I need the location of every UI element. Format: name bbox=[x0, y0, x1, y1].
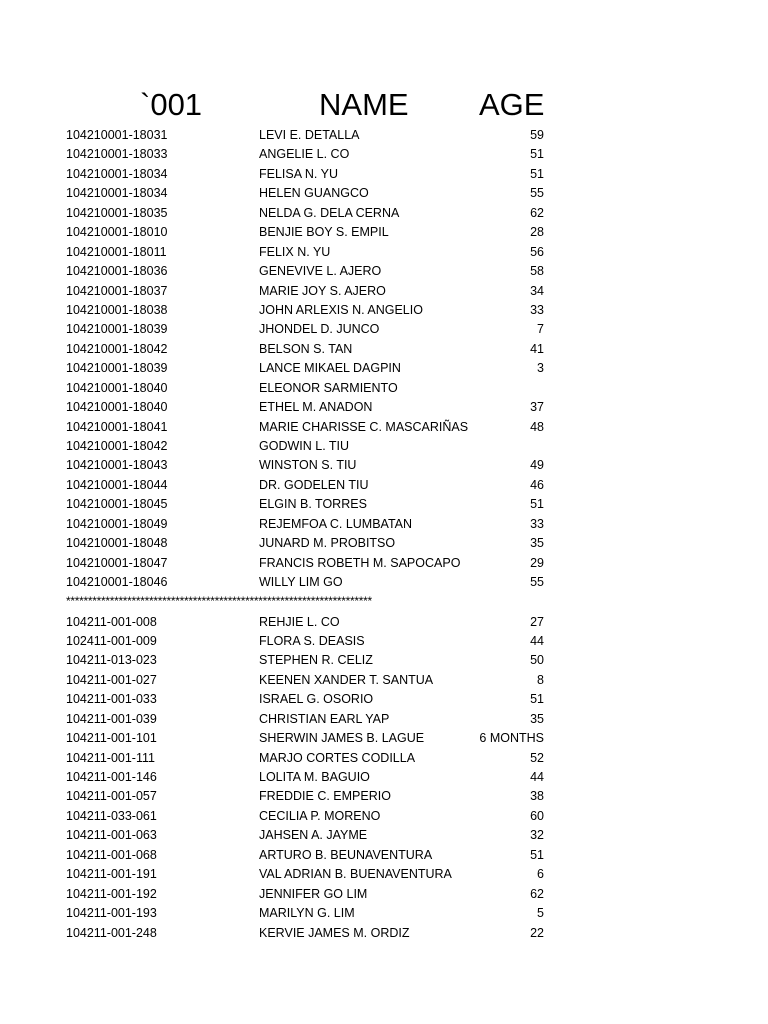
record-id: 104211-033-061 bbox=[66, 808, 157, 823]
record-name: JHONDEL D. JUNCO bbox=[259, 322, 380, 337]
record-id: 104210001-18010 bbox=[66, 225, 168, 240]
record-age: 51 bbox=[530, 497, 544, 512]
header-name: NAME bbox=[319, 87, 409, 122]
record-row bbox=[0, 165, 768, 184]
record-name: ELEONOR SARMIENTO bbox=[259, 380, 398, 395]
record-row bbox=[0, 126, 768, 145]
record-name: DR. GODELEN TIU bbox=[259, 477, 369, 492]
record-age: 62 bbox=[530, 205, 544, 220]
record-row bbox=[0, 495, 768, 514]
record-row bbox=[0, 749, 768, 768]
record-age: 44 bbox=[530, 770, 544, 784]
record-id: 104211-001-033 bbox=[66, 692, 157, 707]
record-row bbox=[0, 476, 768, 495]
record-row bbox=[0, 826, 768, 845]
record-id: 104210001-18042 bbox=[66, 341, 168, 356]
record-name: HELEN GUANGCO bbox=[259, 186, 369, 201]
records-list bbox=[0, 126, 768, 943]
record-id: 104211-001-027 bbox=[66, 672, 157, 687]
record-name: FLORA S. DEASIS bbox=[259, 633, 365, 648]
record-name: REHJIE L. CO bbox=[259, 614, 340, 629]
record-age: 52 bbox=[530, 750, 544, 765]
record-id: 104210001-18043 bbox=[66, 458, 168, 473]
record-age: 55 bbox=[530, 575, 544, 590]
record-name: VAL ADRIAN B. BUENAVENTURA bbox=[259, 867, 452, 882]
record-name: JAHSEN A. JAYME bbox=[259, 828, 368, 843]
record-row bbox=[0, 651, 768, 670]
record-row bbox=[0, 904, 768, 923]
record-row bbox=[0, 710, 768, 729]
record-age: 34 bbox=[530, 283, 544, 298]
record-row bbox=[0, 573, 768, 592]
record-age: 6 bbox=[537, 867, 544, 882]
record-name: WINSTON S. TIU bbox=[259, 458, 357, 473]
record-id: 104211-013-023 bbox=[66, 653, 157, 668]
record-id: 104210001-18034 bbox=[66, 186, 168, 201]
separator-stars: ********************************************************************** bbox=[66, 593, 372, 608]
record-id: 104210001-18049 bbox=[66, 516, 168, 531]
record-age: 49 bbox=[530, 458, 544, 473]
record-age: 58 bbox=[530, 264, 544, 279]
record-name: LEVI E. DETALLA bbox=[259, 128, 360, 142]
record-row bbox=[0, 301, 768, 320]
record-row bbox=[0, 515, 768, 534]
record-row bbox=[0, 418, 768, 437]
record-row bbox=[0, 456, 768, 475]
record-id: 104210001-18045 bbox=[66, 497, 168, 512]
record-row bbox=[0, 145, 768, 164]
record-row bbox=[0, 807, 768, 826]
record-age: 56 bbox=[530, 244, 544, 259]
record-id: 104210001-18033 bbox=[66, 147, 168, 162]
record-id: 104211-001-063 bbox=[66, 828, 157, 843]
record-row bbox=[0, 262, 768, 281]
record-name: ARTURO B. BEUNAVENTURA bbox=[259, 847, 433, 862]
record-name: CHRISTIAN EARL YAP bbox=[259, 711, 390, 726]
record-age: 48 bbox=[530, 419, 544, 434]
record-name: JUNARD M. PROBITSO bbox=[259, 536, 396, 551]
record-age: 38 bbox=[530, 789, 544, 804]
record-age: 44 bbox=[530, 633, 544, 648]
record-row bbox=[0, 320, 768, 339]
record-name: LANCE MIKAEL DAGPIN bbox=[259, 361, 401, 376]
record-row bbox=[0, 613, 768, 632]
record-name: GODWIN L. TIU bbox=[259, 439, 350, 453]
record-age: 55 bbox=[530, 186, 544, 201]
record-name: GENEVIVE L. AJERO bbox=[259, 264, 382, 279]
record-row bbox=[0, 787, 768, 806]
record-id: 104211-001-146 bbox=[66, 770, 157, 784]
record-name: FELIX N. YU bbox=[259, 244, 331, 259]
record-id: 104211-001-191 bbox=[66, 867, 157, 882]
record-id: 104210001-18035 bbox=[66, 205, 168, 220]
record-id: 102411-001-009 bbox=[66, 633, 157, 648]
record-age: 33 bbox=[530, 516, 544, 531]
record-name: ELGIN B. TORRES bbox=[259, 497, 367, 512]
record-row bbox=[0, 398, 768, 417]
record-age: 28 bbox=[530, 225, 544, 240]
record-name: JENNIFER GO LIM bbox=[259, 886, 368, 901]
record-id: 104210001-18040 bbox=[66, 380, 168, 395]
record-row bbox=[0, 690, 768, 709]
record-name: MARILYN G. LIM bbox=[259, 906, 355, 921]
record-name: KEENEN XANDER T. SANTUA bbox=[259, 672, 434, 687]
record-row bbox=[0, 865, 768, 884]
record-age: 51 bbox=[530, 692, 544, 707]
record-age: 62 bbox=[530, 886, 544, 901]
record-name: BELSON S. TAN bbox=[259, 341, 353, 356]
record-id: 104210001-18037 bbox=[66, 283, 168, 298]
record-id: 104210001-18036 bbox=[66, 264, 168, 279]
record-age: 41 bbox=[530, 341, 544, 356]
record-name: MARJO CORTES CODILLA bbox=[259, 750, 416, 765]
record-id: 104211-001-192 bbox=[66, 886, 157, 901]
record-id: 104211-001-039 bbox=[66, 711, 157, 726]
record-age: 7 bbox=[537, 322, 544, 337]
record-id: 104210001-18044 bbox=[66, 477, 168, 492]
record-row bbox=[0, 437, 768, 456]
record-id: 104210001-18039 bbox=[66, 361, 168, 376]
record-id: 104211-001-193 bbox=[66, 906, 157, 921]
record-name: LOLITA M. BAGUIO bbox=[259, 770, 370, 784]
record-age: 51 bbox=[530, 147, 544, 162]
record-name: STEPHEN R. CELIZ bbox=[259, 653, 373, 668]
record-age: 51 bbox=[530, 166, 544, 181]
record-age: 22 bbox=[530, 925, 544, 940]
record-age: 51 bbox=[530, 847, 544, 862]
record-row bbox=[0, 282, 768, 301]
record-id: 104210001-18046 bbox=[66, 575, 168, 590]
record-id: 104210001-18040 bbox=[66, 400, 168, 415]
record-name: ETHEL M. ANADON bbox=[259, 400, 373, 415]
record-row bbox=[0, 632, 768, 651]
record-row bbox=[0, 554, 768, 573]
record-age: 35 bbox=[530, 536, 544, 551]
record-age: 60 bbox=[530, 808, 544, 823]
record-name: WILLY LIM GO bbox=[259, 575, 343, 590]
record-name: JOHN ARLEXIS N. ANGELIO bbox=[259, 302, 423, 317]
record-name: CECILIA P. MORENO bbox=[259, 808, 381, 823]
record-name: FREDDIE C. EMPERIO bbox=[259, 789, 391, 804]
record-row bbox=[0, 729, 768, 748]
record-row bbox=[0, 184, 768, 203]
record-id: 104211-001-101 bbox=[66, 731, 157, 746]
record-id: 104210001-18047 bbox=[66, 555, 168, 570]
record-row bbox=[0, 340, 768, 359]
record-age: 6 MONTHS bbox=[479, 731, 544, 746]
record-name: ANGELIE L. CO bbox=[259, 147, 350, 162]
record-id: 104210001-18039 bbox=[66, 322, 168, 337]
separator-line bbox=[0, 593, 768, 613]
record-id: 104210001-18041 bbox=[66, 419, 168, 434]
record-age: 5 bbox=[537, 906, 544, 921]
record-name: REJEMFOA C. LUMBATAN bbox=[259, 516, 413, 531]
record-age: 8 bbox=[537, 672, 544, 687]
record-id: 104211-001-068 bbox=[66, 847, 157, 862]
record-row bbox=[0, 885, 768, 904]
record-id: 104211-001-008 bbox=[66, 614, 157, 629]
header-id: `001 bbox=[140, 87, 203, 122]
record-age: 37 bbox=[530, 400, 544, 415]
record-name: FRANCIS ROBETH M. SAPOCAPO bbox=[259, 555, 461, 570]
record-id: 104210001-18038 bbox=[66, 302, 168, 317]
record-name: MARIE CHARISSE C. MASCARIÑAS bbox=[259, 419, 469, 434]
record-age: 33 bbox=[530, 302, 544, 317]
record-row bbox=[0, 359, 768, 378]
record-name: SHERWIN JAMES B. LAGUE bbox=[259, 731, 425, 746]
record-age: 50 bbox=[530, 653, 544, 668]
record-row bbox=[0, 379, 768, 398]
header-age: AGE bbox=[479, 87, 545, 122]
record-id: 104210001-18048 bbox=[66, 536, 168, 551]
record-id: 104210001-18011 bbox=[66, 244, 167, 259]
record-row bbox=[0, 924, 768, 943]
record-name: BENJIE BOY S. EMPIL bbox=[259, 225, 389, 240]
record-id: 104211-001-057 bbox=[66, 789, 157, 804]
record-name: ISRAEL G. OSORIO bbox=[259, 692, 374, 707]
record-row bbox=[0, 223, 768, 242]
record-row bbox=[0, 204, 768, 223]
record-row bbox=[0, 768, 768, 787]
record-age: 35 bbox=[530, 711, 544, 726]
record-age: 29 bbox=[530, 555, 544, 570]
record-id: 104210001-18034 bbox=[66, 166, 168, 181]
record-row bbox=[0, 671, 768, 690]
record-age: 27 bbox=[530, 614, 544, 629]
record-name: NELDA G. DELA CERNA bbox=[259, 205, 400, 220]
record-name: FELISA N. YU bbox=[259, 166, 338, 181]
record-id: 104210001-18042 bbox=[66, 439, 168, 453]
record-id: 104211-001-248 bbox=[66, 925, 157, 940]
record-name: MARIE JOY S. AJERO bbox=[259, 283, 386, 298]
record-row bbox=[0, 534, 768, 553]
record-id: 104211-001-111 bbox=[66, 750, 155, 765]
record-age: 32 bbox=[530, 828, 544, 843]
record-row bbox=[0, 846, 768, 865]
record-age: 59 bbox=[530, 128, 544, 142]
record-id: 104210001-18031 bbox=[66, 128, 168, 142]
table-header bbox=[0, 86, 768, 124]
record-age: 3 bbox=[537, 361, 544, 376]
record-age: 46 bbox=[530, 477, 544, 492]
record-name: KERVIE JAMES M. ORDIZ bbox=[259, 925, 410, 940]
record-row bbox=[0, 243, 768, 262]
